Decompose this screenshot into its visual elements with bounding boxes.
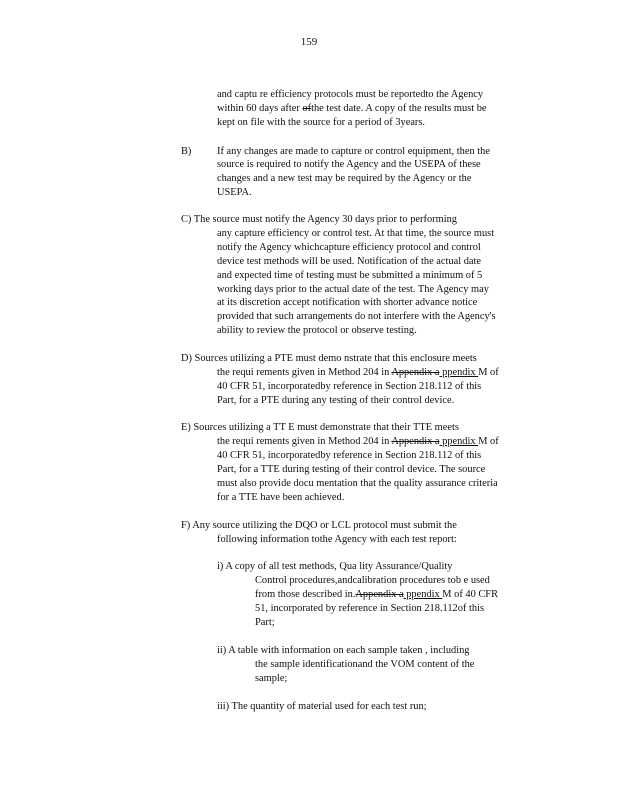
- section-c-line-2: any capture efficiency or control test. At that time, the source must: [217, 228, 495, 239]
- section-c-line-1: C) The source must notify the Agency 30 days prior to performing: [181, 214, 457, 225]
- struck-text: Appendix a: [391, 436, 440, 447]
- section-b-line-4: USEPA.: [217, 187, 252, 198]
- section-e-line-2: the requi rements given in Method 204 in Appendix a ppendix M of: [217, 436, 499, 447]
- intro-line-1: and captu re efficiency protocols must be reportedto the Agency: [217, 89, 484, 100]
- section-e-line-4: Part, for a TTE during testing of their control device. The source: [217, 464, 486, 475]
- struck-text: Appendix a: [391, 367, 440, 378]
- section-f-line-1: F) Any source utilizing the DQO or LCL protocol must submit the: [181, 520, 457, 531]
- section-f-i-line-1: i) A copy of all test methods, Qua lity Assurance/Quality: [217, 561, 453, 572]
- underlined-text: ppendix: [403, 589, 443, 600]
- section-f-line-2: following information tothe Agency with each test report:: [217, 534, 457, 545]
- section-f-ii-line-2: the sample identificationand the VOM content of the: [255, 659, 475, 670]
- section-f-i-line-5: Part;: [255, 617, 275, 628]
- section-f-iii-line-1: iii) The quantity of material used for each test run;: [217, 701, 427, 712]
- section-e-line-5: must also provide docu mentation that the quality assurance criteria: [217, 478, 498, 489]
- section-c-line-6: working days prior to the actual date of the test. The Agency may: [217, 284, 489, 295]
- section-e-line-3: 40 CFR 51, incorporatedby reference in Section 218.112 of this: [217, 450, 482, 461]
- section-d-line-1: D) Sources utilizing a PTE must demo nstrate that this enclosure meets: [181, 353, 477, 364]
- intro-line-2: within 60 days after ofthe test date. A copy of the results must be: [217, 103, 487, 114]
- section-c-line-7: at its discretion accept notification with shorter advance notice: [217, 297, 478, 308]
- section-f-ii-line-1: ii) A table with information on each sample taken , including: [217, 645, 470, 656]
- page-number: 159: [300, 36, 318, 48]
- section-b-line-1: If any changes are made to capture or control equipment, then the: [217, 146, 490, 157]
- section-d-line-3: 40 CFR 51, incorporatedby reference in Section 218.112 of this: [217, 381, 482, 392]
- section-b-label: B): [181, 146, 192, 157]
- section-c-line-4: device test methods will be used. Notification of the actual date: [217, 256, 482, 267]
- section-e-line-1: E) Sources utilizing a TT E must demonstrate that their TTE meets: [181, 422, 459, 433]
- section-b-line-3: changes and a new test may be required by the Agency or the: [217, 173, 472, 184]
- section-f-i-line-2: Control procedures,andcalibration procedures tob e used: [255, 575, 490, 586]
- intro-line-3: kept on file with the source for a period of 3years.: [217, 117, 426, 128]
- section-f-i-line-4: 51, incorporated by reference in Section 218.112of this: [255, 603, 485, 614]
- section-b-line-2: source is required to notify the Agency and the USEPA of these: [217, 159, 481, 170]
- section-c-line-3: notify the Agency whichcapture efficiency protocol and control: [217, 242, 481, 253]
- section-c-line-5: and expected time of testing must be submitted a minimum of 5: [217, 270, 483, 281]
- section-f-i-line-3: from those described in.Appendix a ppendix M of 40 CFR: [255, 589, 499, 600]
- struck-text: of: [302, 103, 312, 114]
- section-d-line-2: the requi rements given in Method 204 in Appendix a ppendix M of: [217, 367, 499, 378]
- section-e-line-6: for a TTE have been achieved.: [217, 492, 345, 503]
- struck-text: Appendix a: [355, 589, 404, 600]
- underlined-text: ppendix: [439, 367, 479, 378]
- section-f-ii-line-3: sample;: [255, 673, 288, 684]
- section-d-line-4: Part, for a PTE during any testing of their control device.: [217, 395, 455, 406]
- section-c-line-9: ability to review the protocol or observe testing.: [217, 325, 417, 336]
- underlined-text: ppendix: [439, 436, 479, 447]
- section-c-line-8: provided that such arrangements do not interfere with the Agency's: [217, 311, 496, 322]
